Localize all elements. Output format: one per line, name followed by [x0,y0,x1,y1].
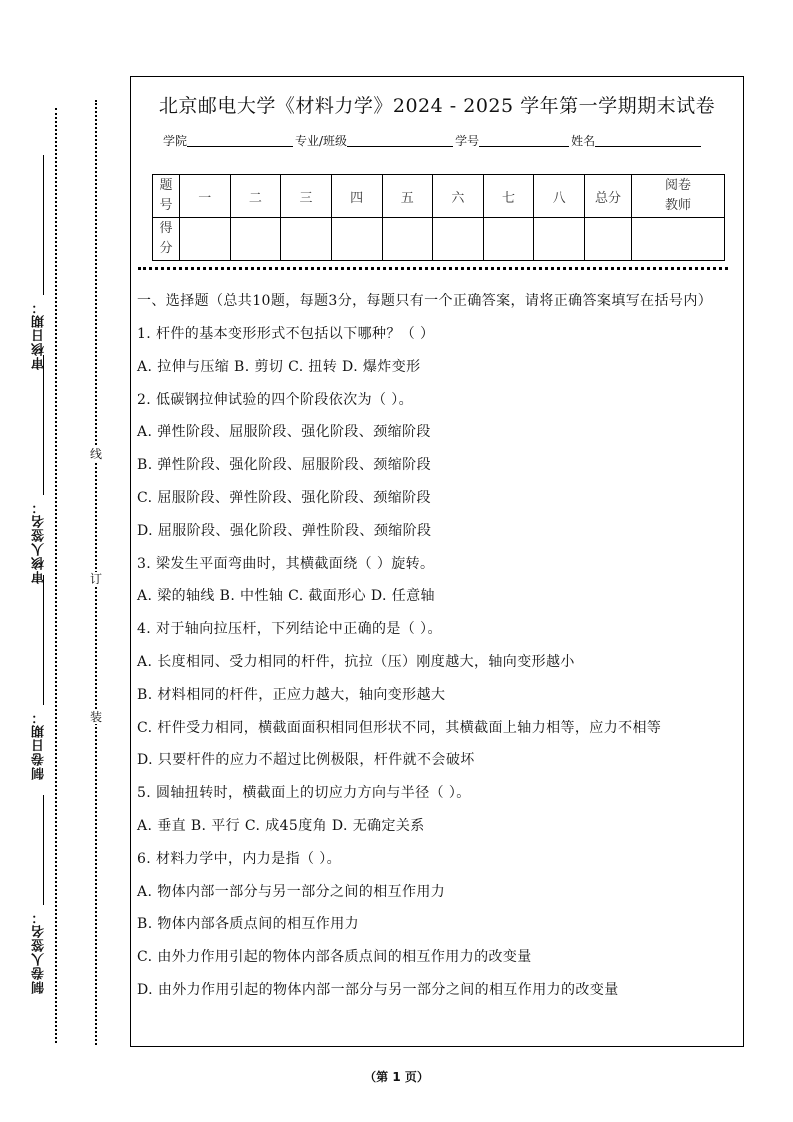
exam-frame [130,76,744,1047]
col-7: 七 [483,175,534,218]
major-class-label: 专业/班级 [295,134,348,148]
question-line: 2. 低碳钢拉伸试验的四个阶段依次为（ ）。 [137,391,414,408]
outer-dotted-line [55,108,57,1043]
score-cell-reviewer[interactable] [632,218,725,261]
question-number-header: 题 号 [153,175,180,218]
question-line: A. 物体内部一部分与另一部分之间的相互作用力 [137,883,446,900]
maker-sign-line [43,795,44,905]
score-cell-5[interactable] [382,218,433,261]
binding-mark-xian: 线 [89,447,102,461]
question-line: C. 屈服阶段、弹性阶段、强化阶段、颈缩阶段 [137,489,431,506]
question-line: 3. 梁发生平面弯曲时，其横截面绕（ ）旋转。 [137,555,435,572]
exam-title: 北京邮电大学《材料力学》2024 - 2025 学年第一学期期末试卷 [158,95,716,117]
col-5: 五 [382,175,433,218]
question-line: A. 弹性阶段、屈服阶段、强化阶段、颈缩阶段 [137,424,431,441]
col-reviewer: 阅卷 教师 [632,175,725,218]
reviewer-sign-label: 审核人签名： [32,500,47,584]
score-cell-3[interactable] [281,218,332,261]
question-line: A. 梁的轴线 B. 中性轴 C. 截面形心 D. 任意轴 [137,588,435,605]
question-line: A. 长度相同、受力相同的杆件，抗拉（压）刚度越大，轴向变形越小 [137,653,575,670]
score-cell-1[interactable] [180,218,231,261]
score-header: 得 分 [153,218,180,261]
col-total: 总分 [585,175,632,218]
binding-mark-zhuang: 装 [89,710,102,724]
maker-sign-label: 制卷人签名： [32,910,47,994]
section-heading: 一、选择题（总共10题，每题3分，每题只有一个正确答案，请将正确答案填写在括号内） [137,293,713,309]
score-cell-4[interactable] [331,218,382,261]
question-line: D. 屈服阶段、强化阶段、弹性阶段、颈缩阶段 [137,522,432,539]
maker-date-label: 制卷日期： [32,710,47,780]
question-line: D. 只要杆件的应力不超过比例极限，杆件就不会破坏 [137,752,475,769]
student-info-row [163,132,723,149]
col-1: 一 [180,175,231,218]
score-cell-7[interactable] [483,218,534,261]
college-field[interactable] [187,134,293,147]
reviewer-sign-line [43,355,44,495]
score-cell-8[interactable] [534,218,585,261]
score-cell-6[interactable] [433,218,484,261]
question-line: A. 拉伸与压缩 B. 剪切 C. 扭转 D. 爆炸变形 [137,358,421,375]
student-id-field[interactable] [479,134,569,147]
question-section [137,290,741,1012]
name-label: 姓名 [571,134,596,148]
col-4: 四 [331,175,382,218]
question-line: 5. 圆轴扭转时，横截面上的切应力方向与半径（ ）。 [137,785,471,802]
question-line: B. 材料相同的杆件，正应力越大，轴向变形越大 [137,686,446,703]
score-cell-total[interactable] [585,218,632,261]
score-table [152,174,725,261]
col-8: 八 [534,175,585,218]
question-line: C. 杆件受力相同，横截面面积相同但形状不同，其横截面上轴力相等，应力不相等 [137,719,662,736]
student-id-label: 学号 [455,134,480,148]
col-2: 二 [230,175,281,218]
question-line: 4. 对于轴向拉压杆，下列结论中正确的是（ ）。 [137,621,442,638]
question-line: B. 弹性阶段、强化阶段、屈服阶段、颈缩阶段 [137,457,431,474]
major-class-field[interactable] [347,134,453,147]
question-line: 6. 材料力学中，内力是指（ ）。 [137,850,342,867]
question-line: A. 垂直 B. 平行 C. 成45度角 D. 无确定关系 [137,817,425,834]
reviewer-date-line [43,155,44,295]
score-cell-2[interactable] [230,218,281,261]
question-line: B. 物体内部各质点间的相互作用力 [137,916,359,933]
college-label: 学院 [163,134,188,148]
name-field[interactable] [595,134,701,147]
col-6: 六 [433,175,484,218]
question-line: D. 由外力作用引起的物体内部一部分与另一部分之间的相互作用力的改变量 [137,981,619,998]
score-header-row [153,175,725,218]
dotted-separator [138,267,728,270]
col-3: 三 [281,175,332,218]
score-value-row [153,218,725,261]
question-line: C. 由外力作用引起的物体内部各质点间的相互作用力的改变量 [137,949,532,966]
question-line: 1. 杆件的基本变形形式不包括以下哪种？（ ） [137,326,435,342]
page-number: （第 1 页） [364,1070,429,1084]
maker-date-line [43,575,44,705]
binding-mark-ding: 订 [89,572,102,586]
reviewer-date-label: 审核日期： [32,300,47,370]
